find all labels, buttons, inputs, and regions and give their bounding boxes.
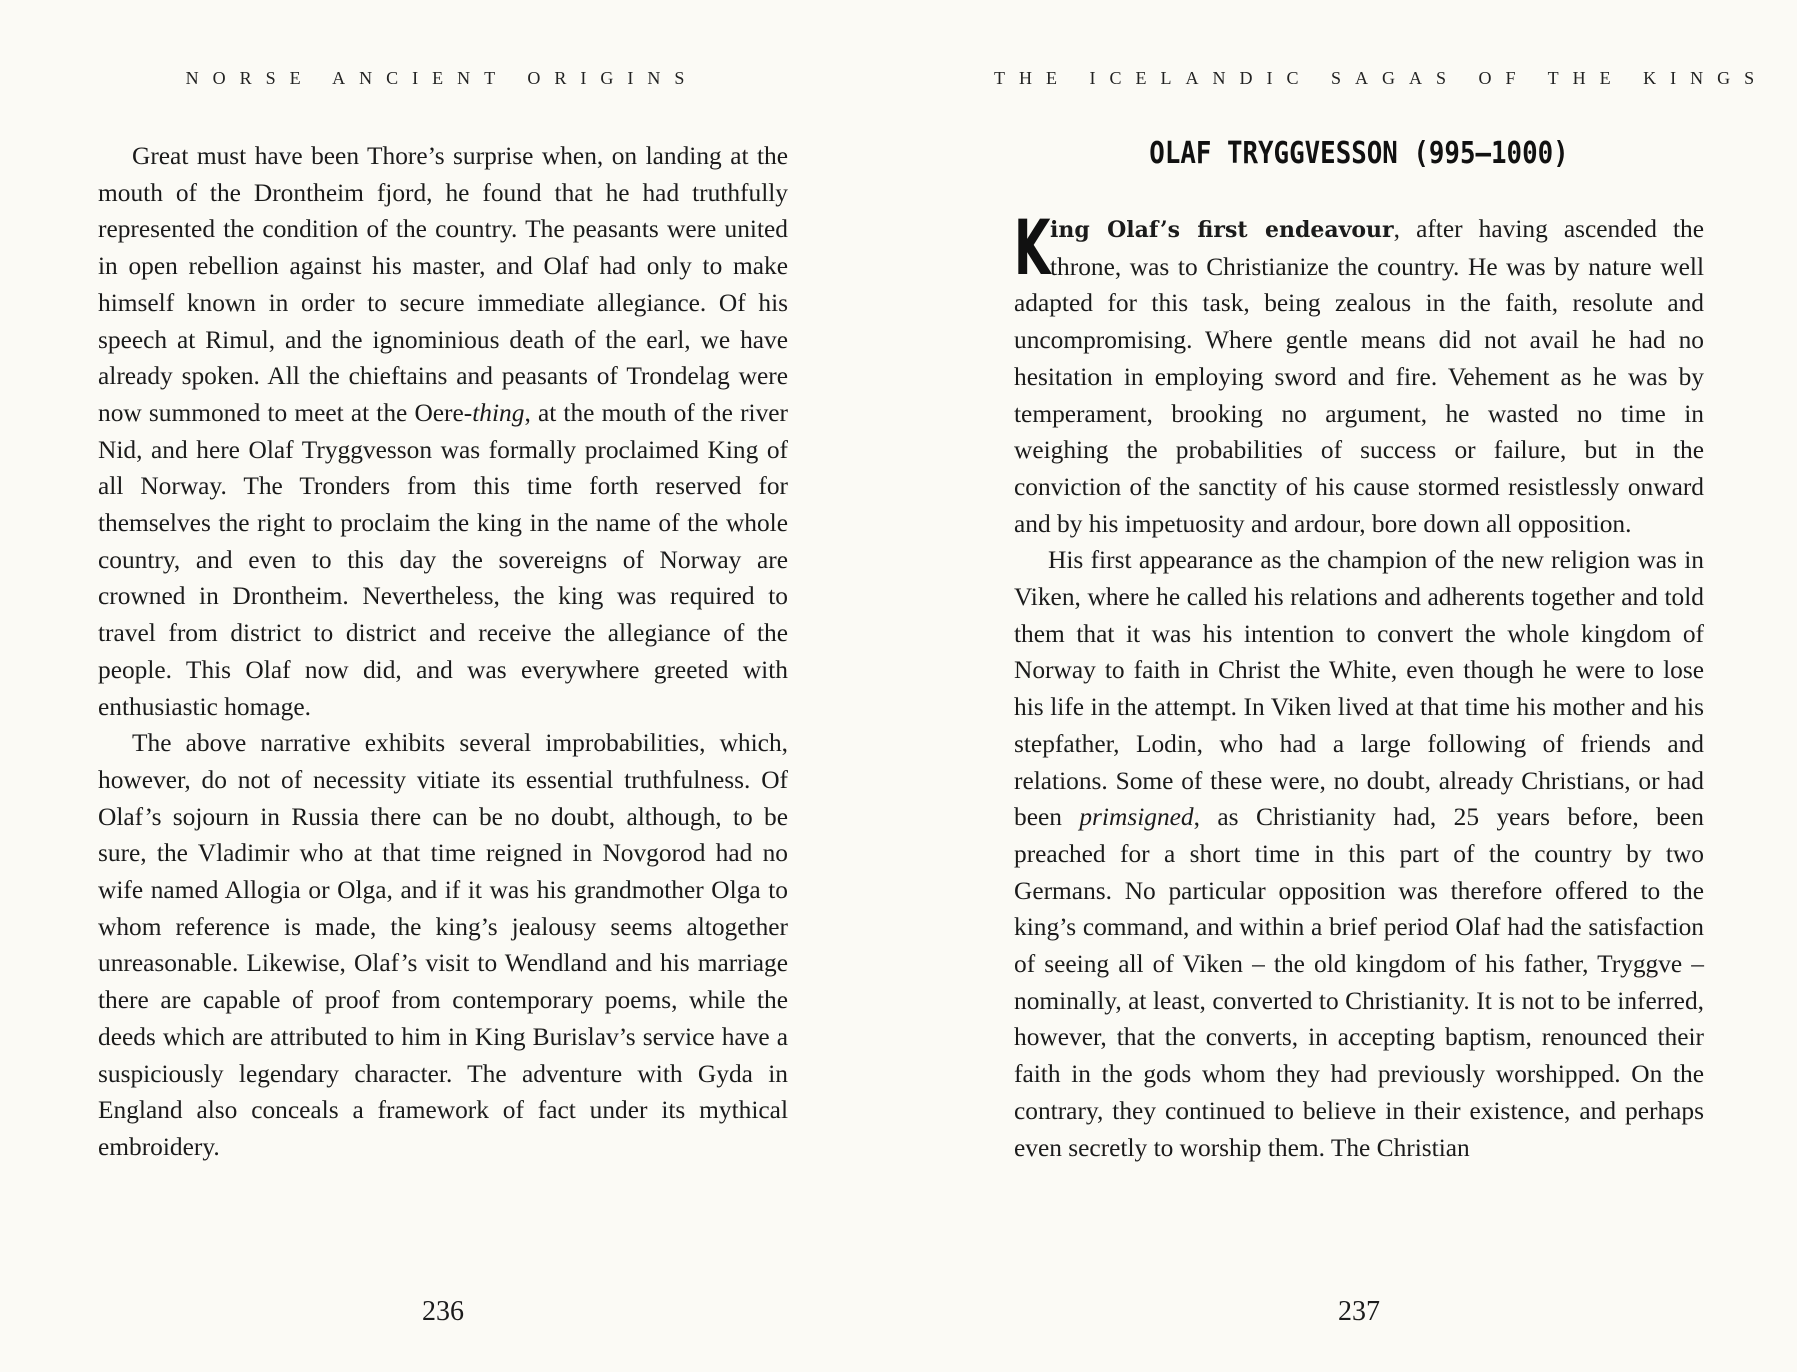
chapter-title: OLAF TRYGGVESSON (995–1000) bbox=[1149, 136, 1569, 171]
left-page bbox=[98, 0, 788, 1372]
left-body-text bbox=[98, 138, 788, 1166]
left-paragraph-1 bbox=[98, 138, 788, 725]
right-page bbox=[994, 0, 1769, 1372]
running-head-left: NORSE ANCIENT ORIGINS bbox=[185, 68, 699, 88]
left-paragraph-1-italic: thing bbox=[472, 398, 525, 427]
right-paragraph-2-part-2: , as Christianity had, 25 years before, been preached for a short time in this part of the country by two Germans. No particular opposition was therefore offered to the king’s command, and within a brief period Olaf had the satisfaction of seeing all of Viken – the old kingdom of his father, Tryggve – nominally, at least, converted to Christianity. It is not to be inferred, however, that the converts, in accepting baptism, renounced their faith in the gods whom they had previously worshipped. On the contrary, they continued to believe in their existence, and perhaps even secretly to worship them. The Christian bbox=[1014, 803, 1705, 1162]
left-paragraph-1-part-2: , at the mouth of the river Nid, and here Olaf Tryggvesson was formally proclaimed King of all Norway. The Tronders from this time forth reserved for themselves the right to proclaim the king in the name of the whole country, and even to this day the sovereigns of Norway are crowned in Drontheim. Nevertheless, the king was required to travel from district to district and receive the allegiance of the people. This Olaf now did, and was everywhere greeted with enthusiastic homage. bbox=[98, 398, 788, 721]
running-head-right: THE ICELANDIC SAGAS OF THE KINGS bbox=[994, 68, 1769, 88]
lead-in: ing Olaf’s first endeavour bbox=[1050, 217, 1394, 243]
right-body-text bbox=[1014, 203, 1705, 1166]
page-number-right: 237 bbox=[1338, 1296, 1380, 1327]
right-paragraph-1 bbox=[1014, 203, 1704, 542]
page-number-left: 236 bbox=[422, 1296, 464, 1327]
right-paragraph-2 bbox=[1014, 542, 1704, 1166]
right-paragraph-1-text: , after having ascended the throne, was to Christianize the country. He was by nature well adapted for this task, being zealous in the faith, resolute and uncompromising. Where gentle means did not avail he had no hesitation in employing sword and fire. Vehement as he was by temperament, brooking no argument, he wasted no time in weighing the probabilities of success or failure, but in the conviction of the sanctity of his cause stormed resistlessly onward and by his impetuosity and ardour, bore down all opposition. bbox=[1014, 215, 1704, 538]
left-paragraph-2: The above narrative exhibits several improbabilities, which, however, do not of necessity vitiate its essential truthfulness. Of Olaf’s sojourn in Russia there can be no doubt, although, to be sure, the Vladimir who at that time reigned in Novgorod had no wife named Allogia or Olga, and if it was his grandmother Olga to whom reference is made, the king’s jealousy seems altogether unreasonable. Likewise, Olaf’s visit to Wendland and his marriage there are capable of proof from contemporary poems, while the deeds which are attributed to him in King Burislav’s service have a suspiciously legendary character. The adventure with Gyda in England also conceals a framework of fact under its mythical embroidery. bbox=[98, 729, 788, 1161]
drop-cap: K bbox=[1014, 203, 1050, 292]
right-paragraph-2-part-1: His first appearance as the champion of the new religion was in Viken, where he called his relations and adherents together and told them that it was his intention to convert the whole kingdom of Norway to faith in Christ the White, even though he were to lose his life in the attempt. In Viken lived at that time his mother and his stepfather, Lodin, who had a large following of friends and relations. Some of these were, no doubt, already Christians, or had been bbox=[1014, 546, 1704, 832]
right-paragraph-2-italic: primsigned bbox=[1079, 803, 1194, 832]
left-paragraph-1-part-1: Great must have been Thore’s surprise when, on landing at the mouth of the Drontheim fjord, he found that he had truthfully represented the condition of the country. The peasants were united in open rebellion against his master, and Olaf had only to make himself known in order to secure immediate allegiance. Of his speech at Rimul, and the ignominious death of the earl, we have already spoken. All the chieftains and peasants of Trondelag were now summoned to meet at the Oere- bbox=[98, 142, 788, 427]
